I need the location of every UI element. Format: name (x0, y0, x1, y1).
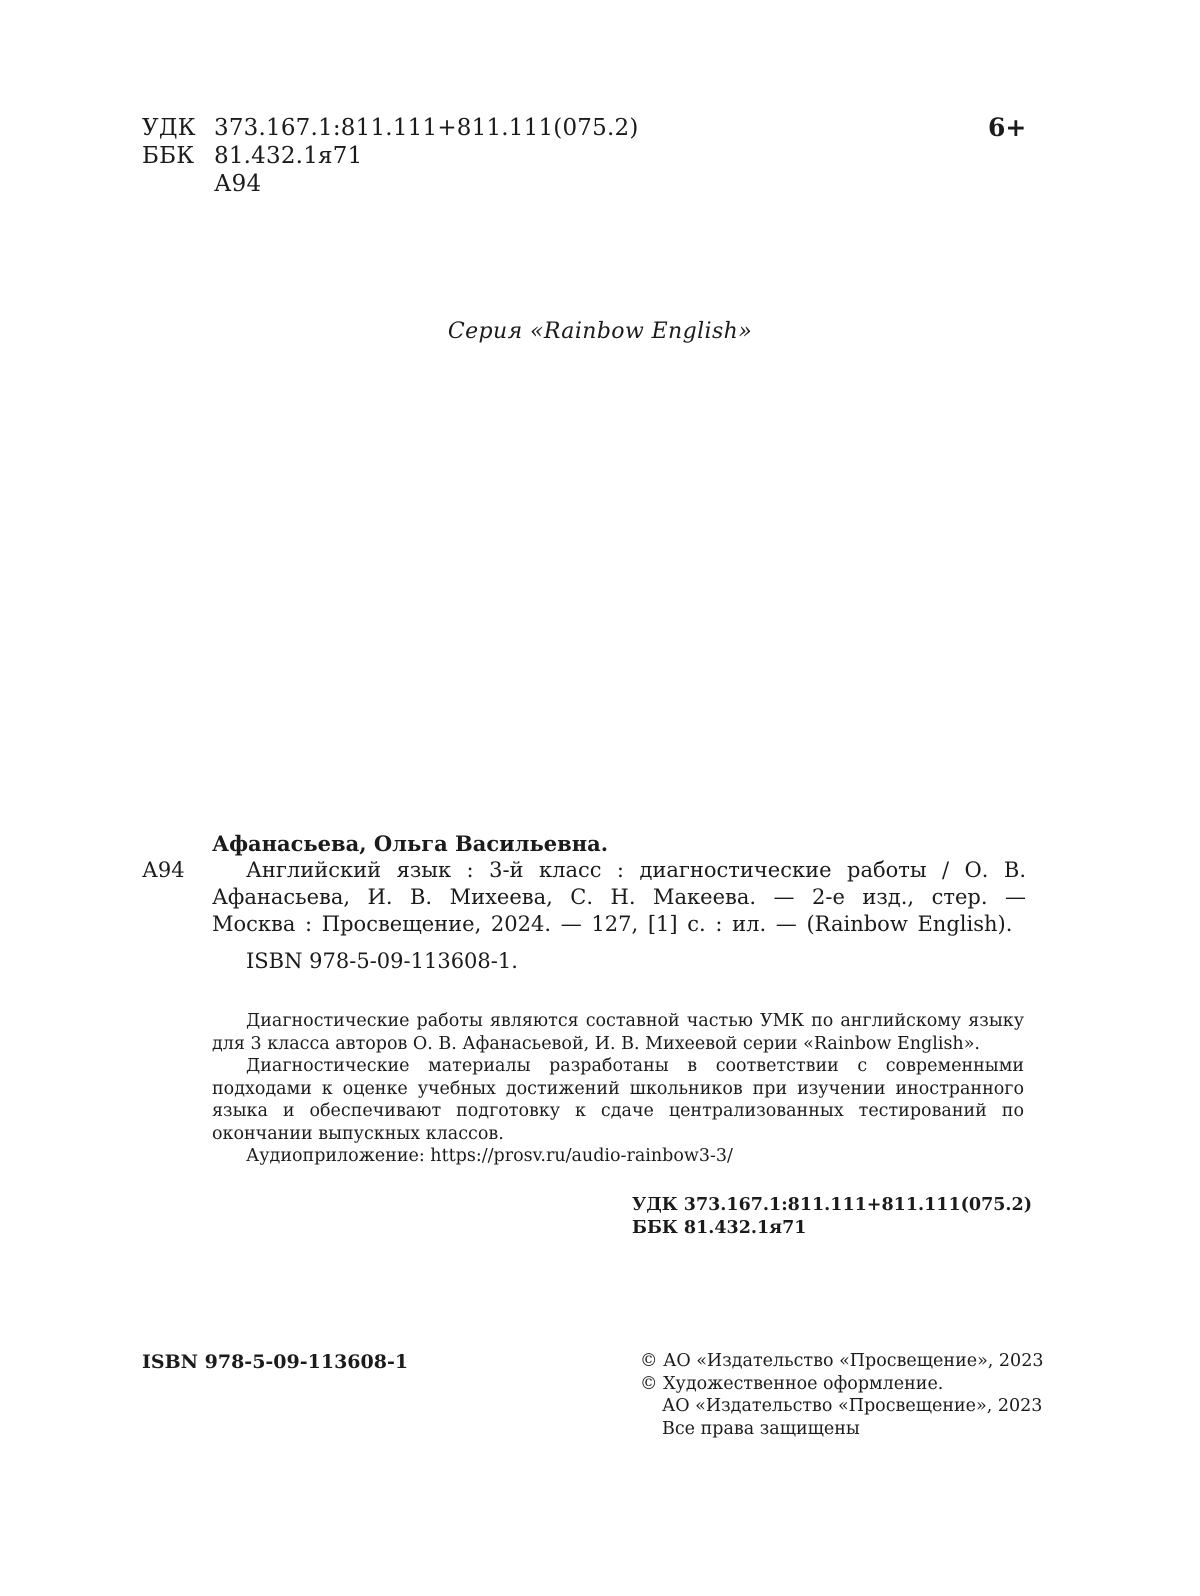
author-mark-row (142, 170, 639, 198)
bibliographic-description: Английский язык : 3-й класс : диагностические работы / О. В. Афанасьева, И. В. Михеева, С. Н. Макеева. — 2-е изд., стер. — Москва : Просвещение, 2024. — 127, [1] с. : ил. — (Rainbow English). (212, 858, 1026, 936)
udk-row (142, 114, 639, 142)
bbk-value: 81.432.1я71 (214, 143, 363, 169)
annotation (212, 1010, 1024, 1168)
udk-summary: УДК 373.167.1:811.111+811.111(075.2) (632, 1195, 1032, 1215)
udk-value: 373.167.1:811.111+811.111(075.2) (214, 115, 639, 141)
annotation-paragraph: Диагностические работы являются составной частью УМК по английскому языку для 3 класса авторов О. В. Афанасьевой, И. В. Михеевой серии «Rainbow English». (212, 1011, 1024, 1054)
copyright-line: © Художественное оформление. (640, 1373, 944, 1394)
copyright-block (640, 1350, 1043, 1440)
author-mark-margin: А94 (142, 858, 185, 882)
bibliographic-isbn: ISBN 978-5-09-113608-1. (246, 949, 518, 973)
audio-link: Аудиоприложение: https://prosv.ru/audio-rainbow3-3/ (246, 1146, 733, 1166)
udk-label: УДК (142, 115, 196, 141)
bbk-label: ББК (142, 143, 195, 169)
bibliographic-record (212, 830, 1026, 975)
classification-block (142, 114, 639, 198)
annotation-paragraph: Диагностические материалы разработаны в соответствии с современными подходами к оценке учебных достижений школьников при изучении иностранного языка и обеспечивают подготовку к сдаче централизованных тестирований по окончании выпускных классов. (212, 1056, 1024, 1144)
copyright-line: АО «Издательство «Просвещение», 2023 (662, 1396, 1043, 1416)
bbk-row (142, 142, 639, 170)
author-heading: Афанасьева, Ольга Васильевна. (212, 831, 609, 856)
rights-reserved: Все права защищены (662, 1418, 860, 1439)
age-rating: 6+ (988, 113, 1027, 142)
copyright-line: © АО «Издательство «Просвещение», 2023 (640, 1351, 1044, 1371)
isbn-footer: ISBN 978-5-09-113608-1 (142, 1351, 409, 1373)
series-title: Серия «Rainbow English» (447, 319, 753, 344)
author-mark-top: А94 (214, 171, 262, 197)
classification-summary (632, 1194, 1032, 1239)
bbk-summary: ББК 81.432.1я71 (632, 1217, 807, 1238)
